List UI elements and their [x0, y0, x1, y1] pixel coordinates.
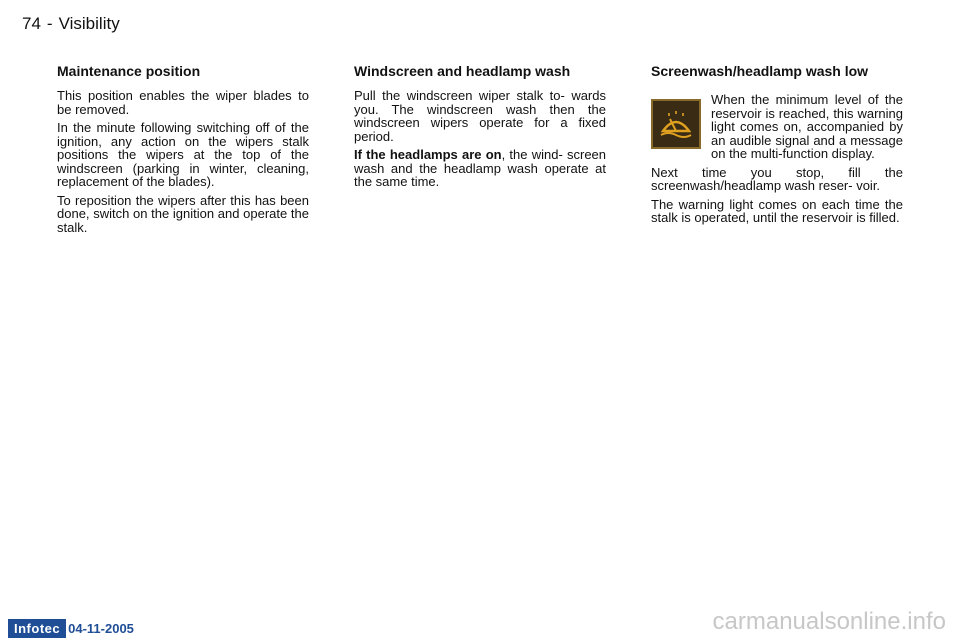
print-date: 04-11-2005 — [68, 621, 134, 636]
page-number: 74 — [22, 14, 41, 33]
wash-paragraph-2 — [354, 148, 606, 189]
wash-paragraph-2-rest: , the wind- screen wash and the headlamp wash operate at the same time. — [354, 147, 607, 189]
maintenance-paragraph-1: This position enables the wiper blades to be removed. — [57, 88, 309, 117]
warning-row — [651, 93, 903, 161]
wash-low-paragraph-1: When the minimum level of the reservoir is reached, this warning light comes on, accompanied by an audible signal and a message on the multi-function display. — [711, 92, 903, 161]
section-title: Visibility — [58, 14, 120, 33]
wash-low-section — [651, 64, 903, 230]
wash-section — [354, 64, 606, 194]
wash-title: Windscreen and headlamp wash — [354, 63, 571, 79]
wash-paragraph-1: Pull the windscreen wiper stalk to- wards you. The windscreen wash then the windscreen wipers operate for a fixed period. — [354, 88, 606, 144]
wash-low-title: Screenwash/headlamp wash low — [651, 63, 869, 79]
maintenance-paragraph-3: To reposition the wipers after this has been done, switch on the ignition and operate the stalk. — [57, 192, 309, 235]
maintenance-title: Maintenance position — [57, 63, 201, 79]
header-separator: - — [46, 14, 53, 33]
wash-low-paragraph-3: The warning light comes on each time the stalk is operated, until the reservoir is filled. — [651, 196, 903, 225]
page-header — [22, 14, 120, 34]
maintenance-section — [57, 64, 309, 239]
maintenance-paragraph-2: In the minute following switching off of the ignition, any action on the wipers stalk positions the wipers at the top of the windscreen (parking in winter, cleaning, replacement of the blades). — [57, 120, 309, 189]
footer — [8, 619, 134, 638]
wash-low-paragraph-2: Next time you stop, fill the screenwash/headlamp wash reser- voir. — [651, 164, 903, 193]
infotec-logo: Infotec — [8, 619, 66, 638]
wash-paragraph-2-bold: If the headlamps are on — [354, 147, 502, 162]
washer-fluid-warning-icon — [651, 99, 701, 149]
watermark: carmanualsonline.info — [712, 608, 946, 635]
